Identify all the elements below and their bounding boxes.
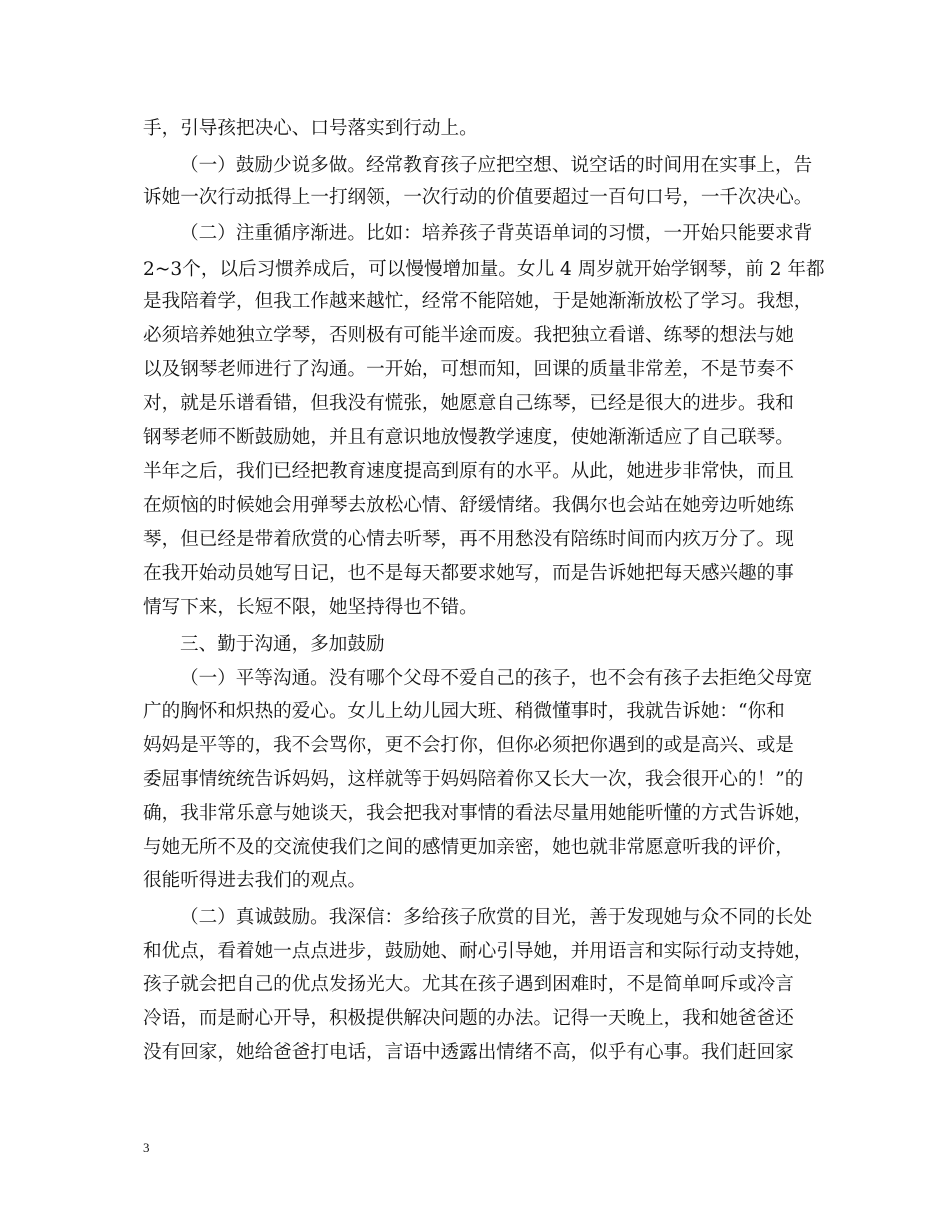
text-line: 必须培养她独立学琴，否则极有可能半途而废。我把独立看谱、练琴的想法与她 bbox=[143, 325, 794, 346]
text-line: 孩子就会把自己的优点发扬光大。尤其在孩子遇到困难时，不是简单呵斥或冷言 bbox=[143, 974, 794, 995]
text-line: 与她无所不及的交流使我们之间的感情更加亲密，她也就非常愿意听我的评价， bbox=[143, 837, 794, 858]
text-line: 在我开始动员她写日记，也不是每天都要求她写，而是告诉她把每天感兴趣的事 bbox=[143, 563, 794, 584]
text-line: 2~3个，以后习惯养成后，可以慢慢增加量。女儿 4 周岁就开始学钢琴，前 2 年都 bbox=[143, 259, 825, 280]
text-line: 对，就是乐谱看错，但我没有慌张，她愿意自己练琴，已经是很大的进步。我和 bbox=[143, 393, 794, 414]
text-line: （二）真诚鼓励。我深信：多给孩子欣赏的目光，善于发现她与众不同的长处 bbox=[180, 907, 813, 928]
text-line: 很能听得进去我们的观点。 bbox=[143, 870, 367, 891]
text-line: 琴，但已经是带着欣赏的心情去听琴，再不用愁没有陪练时间而内疚万分了。现 bbox=[143, 529, 794, 550]
text-line: 以及钢琴老师进行了沟通。一开始，可想而知，回课的质量非常差，不是节奏不 bbox=[143, 359, 794, 380]
text-line: （二）注重循序渐进。比如：培养孩子背英语单词的习惯，一开始只能要求背 bbox=[180, 223, 813, 244]
text-line: 和优点，看着她一点点进步，鼓励她、耐心引导她，并用语言和实际行动支持她， bbox=[143, 941, 813, 962]
text-line: 半年之后，我们已经把教育速度提高到原有的水平。从此，她进步非常快，而且 bbox=[143, 461, 794, 482]
text-line: 在烦恼的时候她会用弹琴去放松心情、舒缓情绪。我偶尔也会站在她旁边听她练 bbox=[143, 495, 794, 516]
text-line: 情写下来，长短不限，她坚持得也不错。 bbox=[143, 597, 478, 618]
text-line: （一）鼓励少说多做。经常教育孩子应把空想、说空话的时间用在实事上，告 bbox=[180, 155, 813, 176]
text-line: 广的胸怀和炽热的爱心。女儿上幼儿园大班、稍微懂事时，我就告诉她：“你和 bbox=[143, 701, 785, 722]
text-line: 确，我非常乐意与她谈天，我会把我对事情的看法尽量用她能听懂的方式告诉她， bbox=[143, 803, 813, 824]
text-line: 诉她一次行动抵得上一打纲领，一次行动的价值要超过一百句口号，一千次决心。 bbox=[143, 187, 813, 208]
text-line: 手，引导孩把决心、口号落实到行动上。 bbox=[143, 118, 478, 139]
text-line: 是我陪着学，但我工作越来越忙，经常不能陪她，于是她渐渐放松了学习。我想， bbox=[143, 291, 813, 312]
page-number: 3 bbox=[143, 1140, 150, 1155]
text-line: 钢琴老师不断鼓励她，并且有意识地放慢教学速度，使她渐渐适应了自己联琴。 bbox=[143, 427, 794, 448]
text-line: 没有回家，她给爸爸打电话，言语中透露出情绪不高，似乎有心事。我们赶回家 bbox=[143, 1042, 794, 1063]
text-line: （一）平等沟通。没有哪个父母不爱自己的孩子，也不会有孩子去拒绝父母宽 bbox=[180, 668, 813, 689]
text-line: 妈妈是平等的，我不会骂你，更不会打你，但你必须把你遇到的或是高兴、或是 bbox=[143, 735, 794, 756]
text-line: 委屈事情统统告诉妈妈，这样就等于妈妈陪着你又长大一次，我会很开心的！”的 bbox=[143, 769, 804, 790]
text-line: 冷语，而是耐心开导，积极提供解决问题的办法。记得一天晚上，我和她爸爸还 bbox=[143, 1008, 794, 1029]
section-heading: 三、勤于沟通，多加鼓励 bbox=[180, 634, 385, 655]
